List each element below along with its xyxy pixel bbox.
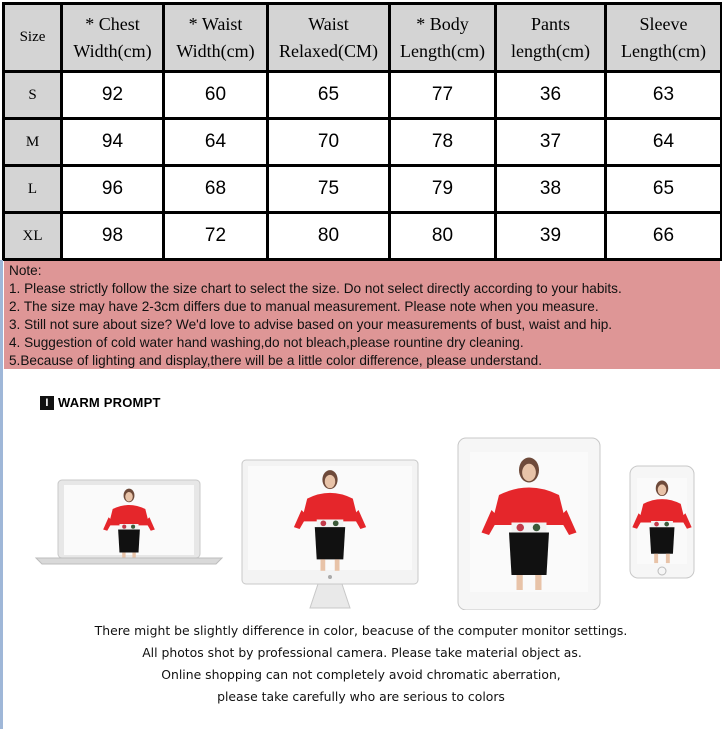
table-cell: 38 — [496, 166, 606, 213]
disclaimer-line: All photos shot by professional camera. Please take material object as. — [142, 645, 582, 660]
table-cell: 96 — [62, 166, 164, 213]
prompt-title-text: WARM PROMPT — [58, 395, 161, 410]
note-item: 3. Still not sure about size? We'd love to advise based on your measurements of bust, waist and hip. — [9, 317, 613, 332]
table-cell: 36 — [496, 72, 606, 119]
prompt-badge: I — [40, 396, 54, 410]
note-item: 5.Because of lighting and display,there will be a little color difference, please understand. — [9, 353, 543, 368]
table-cell: 80 — [390, 213, 496, 260]
disclaimer-line: please take carefully who are serious to colors — [217, 689, 505, 704]
header-chest: * Chest Width(cm) — [62, 4, 164, 72]
size-chart-table — [2, 2, 722, 261]
table-cell: 64 — [164, 119, 268, 166]
note-item: 4. Suggestion of cold water hand washing,do not bleach,please rountine dry cleaning. — [9, 335, 524, 350]
size-label: S — [4, 72, 62, 119]
color-disclaimer — [0, 620, 722, 708]
table-cell: 63 — [606, 72, 722, 119]
table-cell: 75 — [268, 166, 390, 213]
table-cell: 72 — [164, 213, 268, 260]
notes-heading: Note: — [9, 263, 42, 278]
table-row — [4, 72, 722, 119]
table-header-row — [4, 4, 722, 72]
size-notes — [4, 261, 720, 369]
table-cell: 70 — [268, 119, 390, 166]
disclaimer-line: There might be slightly difference in color, beacuse of the computer monitor settings. — [94, 623, 628, 638]
header-size: Size — [4, 4, 62, 72]
table-cell: 65 — [268, 72, 390, 119]
table-cell: 37 — [496, 119, 606, 166]
table-row — [4, 119, 722, 166]
table-cell: 80 — [268, 213, 390, 260]
table-row — [4, 166, 722, 213]
header-body-length: * Body Length(cm) — [390, 4, 496, 72]
table-cell: 66 — [606, 213, 722, 260]
device-comparison-illustration — [0, 430, 722, 610]
table-cell: 64 — [606, 119, 722, 166]
table-cell: 60 — [164, 72, 268, 119]
size-label: XL — [4, 213, 62, 260]
table-cell: 65 — [606, 166, 722, 213]
header-sleeve-length: Sleeve Length(cm) — [606, 4, 722, 72]
phone-device — [630, 466, 694, 578]
table-cell: 68 — [164, 166, 268, 213]
size-label: L — [4, 166, 62, 213]
table-cell: 39 — [496, 213, 606, 260]
note-item: 1. Please strictly follow the size chart to select the size. Do not select directly according to your habits. — [9, 281, 622, 296]
table-cell: 98 — [62, 213, 164, 260]
table-cell: 77 — [390, 72, 496, 119]
header-waist-relaxed: Waist Relaxed(CM) — [268, 4, 390, 72]
header-pants-length: Pants length(cm) — [496, 4, 606, 72]
header-waist: * Waist Width(cm) — [164, 4, 268, 72]
warm-prompt-heading — [40, 395, 161, 410]
table-cell: 78 — [390, 119, 496, 166]
size-label: M — [4, 119, 62, 166]
table-row — [4, 213, 722, 260]
tablet-device — [458, 438, 600, 610]
monitor-device — [242, 460, 418, 608]
laptop-device — [36, 480, 222, 564]
table-cell: 92 — [62, 72, 164, 119]
table-cell: 94 — [62, 119, 164, 166]
disclaimer-line: Online shopping can not completely avoid chromatic aberration, — [161, 667, 561, 682]
table-cell: 79 — [390, 166, 496, 213]
note-item: 2. The size may have 2-3cm differs due to manual measurement. Please note when you measure. — [9, 299, 599, 314]
